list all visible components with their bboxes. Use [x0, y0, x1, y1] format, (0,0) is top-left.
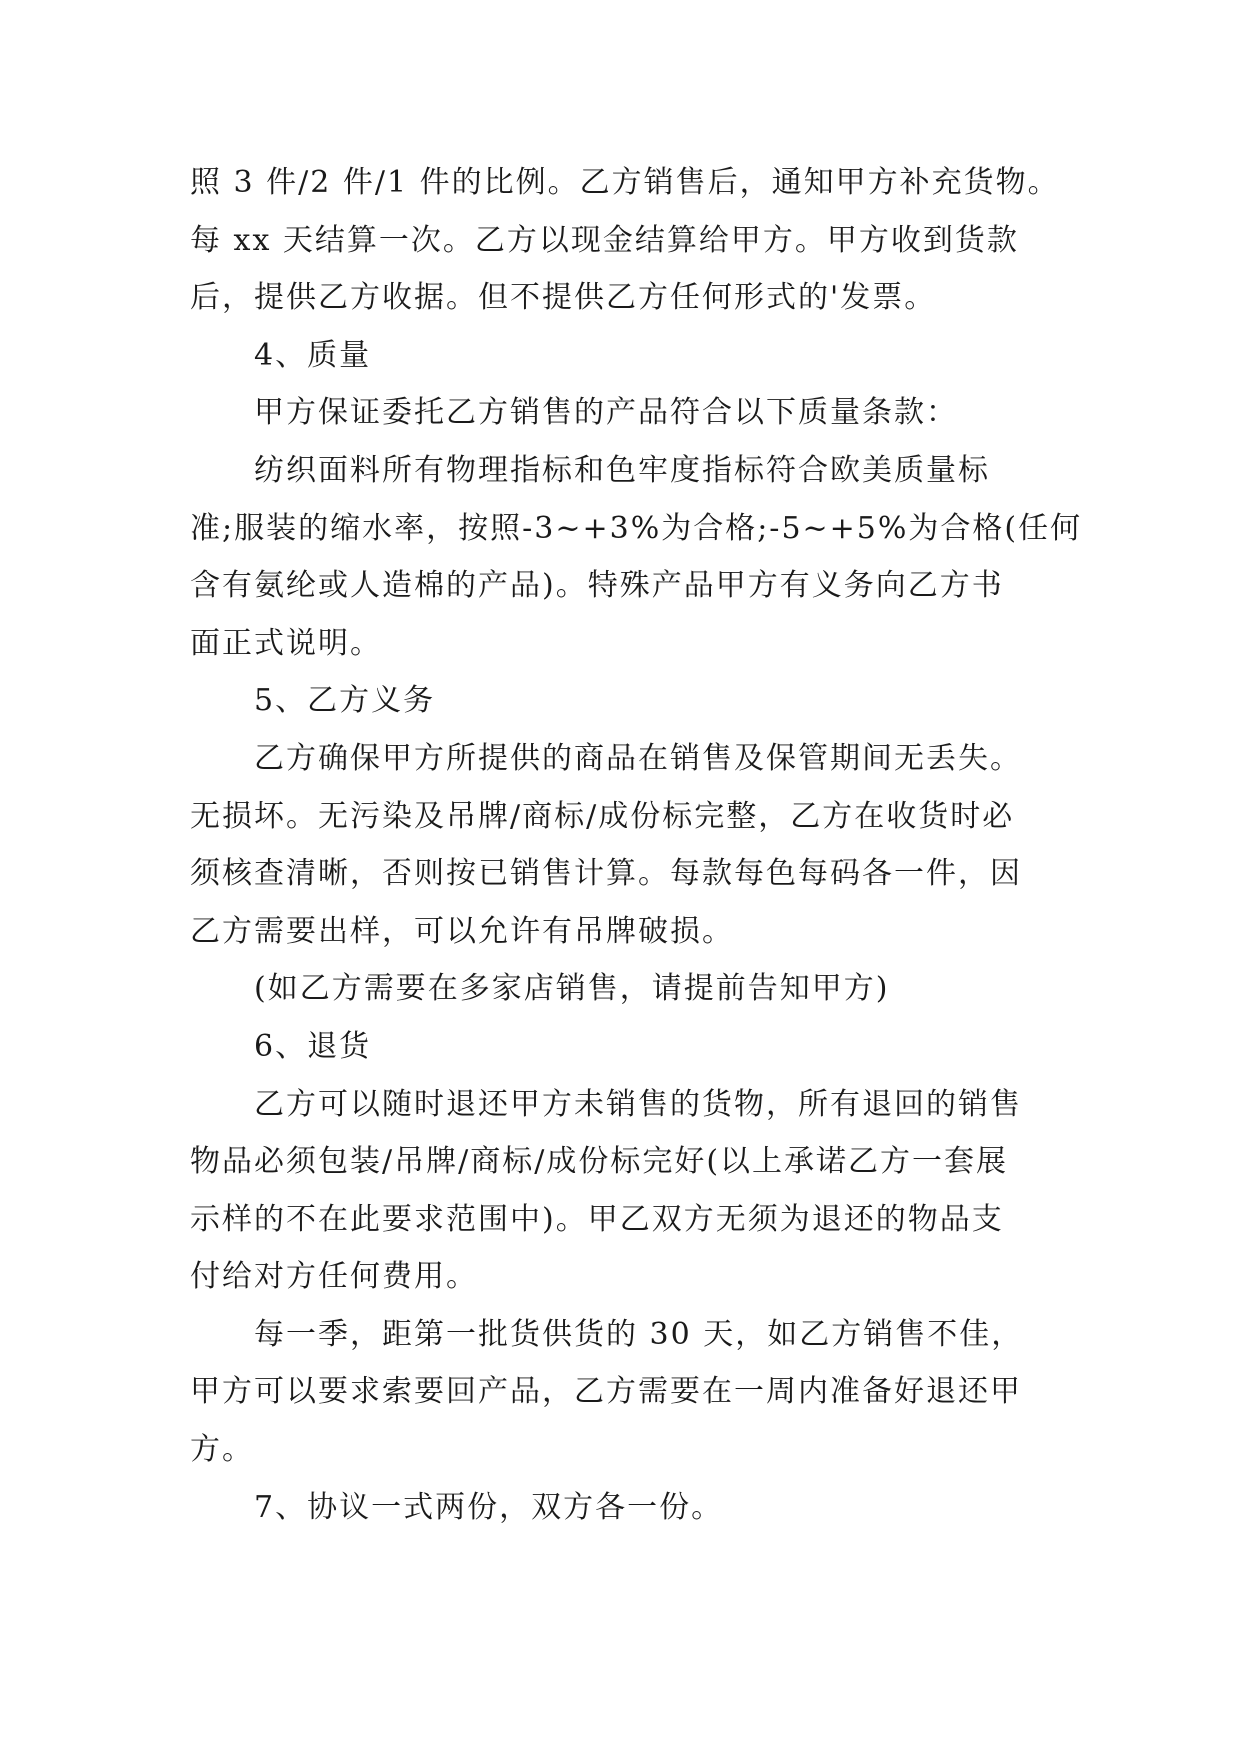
text-line: (如乙方需要在多家店销售，请提前告知甲方) [254, 971, 890, 1007]
text-line: 须核查清晰，否则按已销售计算。每款每色每码各一件，因 [190, 856, 1022, 892]
text-line: 每一季，距第一批货供货的 30 天，如乙方销售不佳， [254, 1316, 1024, 1352]
section-heading: 6、退货 [254, 1028, 372, 1064]
text-line: 物品必须包装/吊牌/商标/成份标完好(以上承诺乙方一套展 [190, 1144, 1009, 1180]
text-line: 准;服装的缩水率，按照-3~+3%为合格;-5~+5%为合格(任何 [190, 510, 1083, 546]
text-line: 甲方保证委托乙方销售的产品符合以下质量条款： [254, 395, 958, 431]
text-line: 付给对方任何费用。 [190, 1259, 478, 1295]
text-line: 方。 [190, 1432, 254, 1468]
text-line: 乙方需要出样，可以允许有吊牌破损。 [190, 913, 734, 949]
text-line: 后，提供乙方收据。但不提供乙方任何形式的'发票。 [190, 280, 937, 316]
text-line: 乙方确保甲方所提供的商品在销售及保管期间无丢失。 [254, 740, 1022, 776]
text-line: 无损坏。无污染及吊牌/商标/成份标完整，乙方在收货时必 [190, 798, 1015, 834]
document-body [190, 154, 1083, 1536]
text-line: 含有氨纶或人造棉的产品)。特殊产品甲方有义务向乙方书 [190, 568, 1004, 604]
text-line: 甲方可以要求索要回产品，乙方需要在一周内准备好退还甲 [190, 1374, 1022, 1410]
section-heading: 7、协议一式两份，双方各一份。 [254, 1489, 724, 1525]
text-line: 乙方可以随时退还甲方未销售的货物，所有退回的销售 [254, 1086, 1022, 1122]
section-heading: 5、乙方义务 [254, 683, 436, 719]
text-line: 每 xx 天结算一次。乙方以现金结算给甲方。甲方收到货款 [190, 222, 1019, 258]
text-line: 面正式说明。 [190, 625, 382, 661]
section-heading: 4、质量 [254, 337, 372, 373]
text-line: 纺织面料所有物理指标和色牢度指标符合欧美质量标 [254, 452, 990, 488]
text-line: 示样的不在此要求范围中)。甲乙双方无须为退还的物品支 [190, 1201, 1004, 1237]
text-line: 照 3 件/2 件/1 件的比例。乙方销售后，通知甲方补充货物。 [190, 165, 1060, 200]
